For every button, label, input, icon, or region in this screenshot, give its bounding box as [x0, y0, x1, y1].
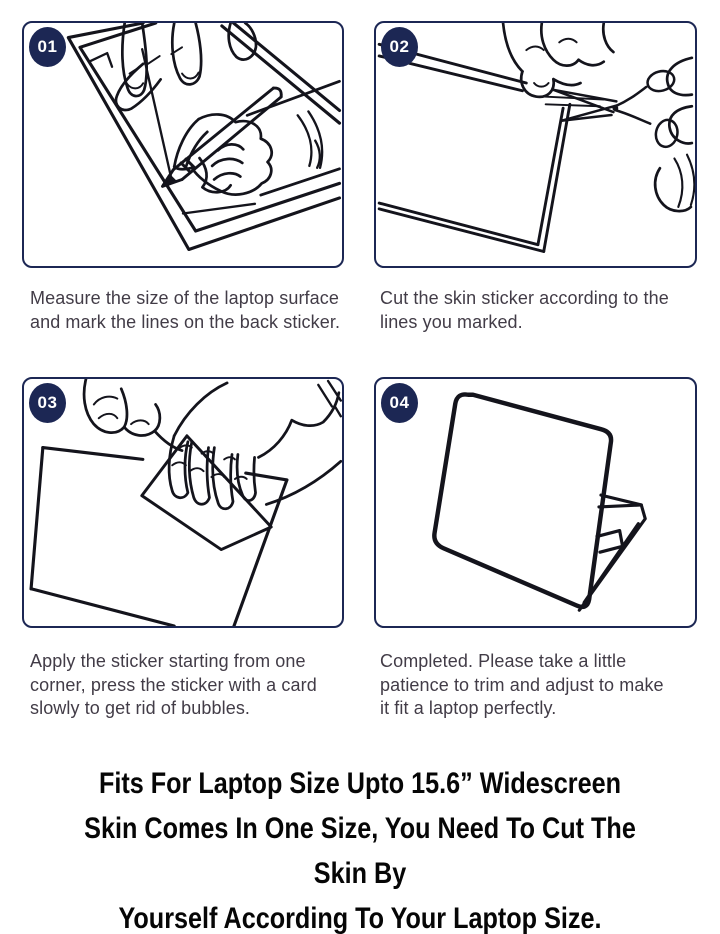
hand-pinching-sheet — [503, 23, 613, 97]
curled-fingers-hand — [84, 379, 182, 451]
step-number: 01 — [37, 37, 58, 56]
pencil — [163, 88, 282, 186]
pencil-marks — [91, 49, 255, 213]
step-2-number-badge — [381, 27, 418, 67]
caption-line: it fit a laptop perfectly. — [380, 698, 557, 718]
step-2-caption — [380, 287, 694, 334]
laptop-base — [579, 495, 645, 610]
step-number: 03 — [37, 393, 58, 412]
caption-line: Cut the skin sticker according to the — [380, 288, 669, 308]
step-number: 02 — [389, 37, 410, 56]
step-1-caption — [30, 287, 344, 334]
step-4-caption — [380, 650, 694, 721]
caption-line: Completed. Please take a little — [380, 651, 627, 671]
laptop-illustration-icon — [376, 379, 695, 626]
caption-line: Measure the size of the laptop surface — [30, 288, 339, 308]
step-panel-2 — [374, 21, 697, 268]
marking-illustration-icon — [24, 23, 342, 266]
step-3-number-badge — [29, 383, 66, 423]
scissors — [553, 68, 680, 149]
step-4-number-badge — [381, 383, 418, 423]
caption-line: lines you marked. — [380, 311, 523, 332]
sleeve-folds — [298, 111, 322, 167]
headline-line: Fits For Laptop Size Upto 15.6” Widescreen — [98, 767, 622, 800]
hand-holding-pencil — [174, 81, 339, 195]
cutting-illustration-icon — [376, 23, 695, 266]
step-number: 04 — [389, 393, 410, 412]
caption-line: slowly to get rid of bubbles. — [30, 698, 251, 718]
caption-line: corner, press the sticker with a card — [30, 674, 317, 695]
step-panel-3 — [22, 377, 344, 628]
headline-line: Skin Comes In One Size, You Need To Cut The Skin By — [84, 812, 636, 890]
step-1-number-badge — [29, 27, 66, 67]
applying-illustration-icon — [24, 379, 342, 626]
caption-line: and mark the lines on the back sticker. — [30, 311, 341, 332]
headline-line: Yourself According To Your Laptop Size. — [118, 902, 602, 934]
sticker-sheet — [379, 44, 570, 251]
step-panel-4 — [374, 377, 697, 628]
size-notice-headline — [58, 761, 663, 934]
step-3-caption — [30, 650, 344, 721]
step-panel-1 — [22, 21, 344, 268]
laptop-lid — [434, 394, 611, 606]
caption-line: Apply the sticker starting from one — [30, 651, 306, 671]
caption-line: patience to trim and adjust to make — [380, 674, 664, 695]
